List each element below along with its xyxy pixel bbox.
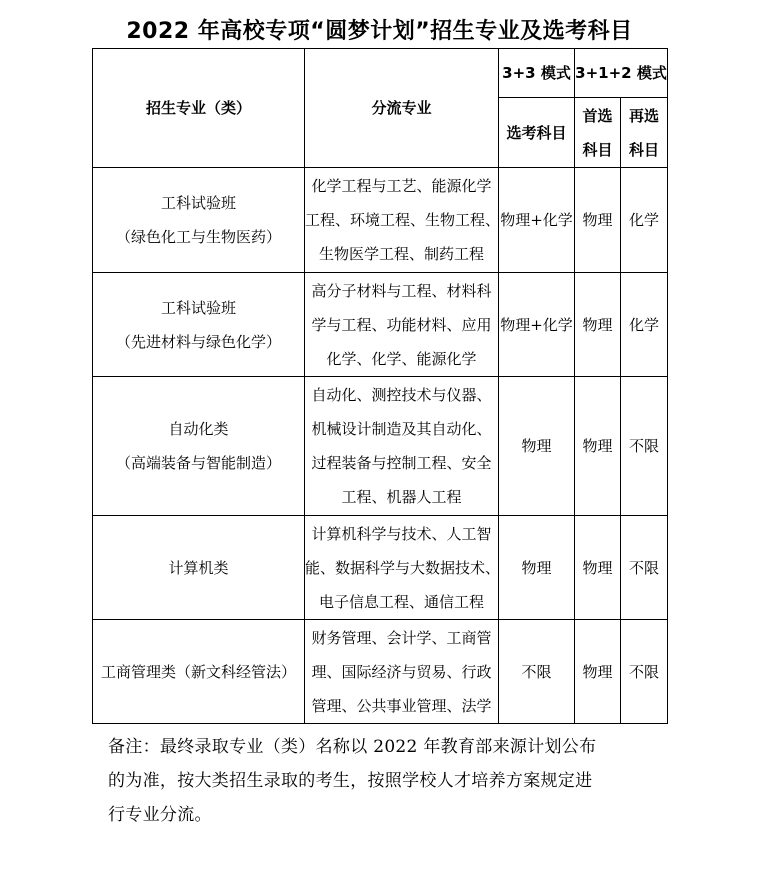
major-subtitle: （高端装备与智能制造） [115,454,281,472]
first-subject-cell: 物理 [575,377,621,516]
split-cell [305,516,499,620]
split-line: 工程、机器人工程 [341,488,462,506]
split-cell [305,377,499,516]
table-row [93,620,668,724]
major-subtitle: （先进材料与绿色化学） [115,332,281,351]
major-cell [93,377,305,516]
subjects-33-cell: 不限 [499,620,575,724]
header-mode-312: 3+1+2 模式 [575,49,668,98]
major-name: 自动化类 [168,420,229,438]
major-cell [93,516,305,620]
footnote-line: 行专业分流。 [108,805,212,825]
split-line: 高分子材料与工程、材料科 [311,281,492,300]
split-cell [305,273,499,377]
header-row-1 [93,49,668,98]
major-name: 工商管理类（新文科经管法） [100,662,296,681]
major-name: 计算机类 [168,558,229,577]
table-row [93,273,668,377]
footnote-line: 备注：最终录取专业（类）名称以 2022 年教育部来源计划公布 [108,737,597,757]
major-name: 工科试验班 [160,194,236,212]
page-title: 2022 年高校专项“圆梦计划”招生专业及选考科目 [126,19,633,44]
split-line: 机械设计制造及其自动化、 [311,420,492,438]
header-mode-33: 3+3 模式 [499,49,575,98]
header-second-line1: 再选 [629,106,660,125]
table-row [93,516,668,620]
split-line: 自动化、测控技术与仪器、 [311,386,492,404]
split-line: 财务管理、会计学、工商管 [311,628,492,647]
footnote [108,730,668,832]
split-cell [305,620,499,724]
split-line: 能、数据科学与大数据技术、 [305,558,501,577]
header-first-subject [575,98,621,168]
second-subject-cell: 化学 [621,168,668,273]
header-second-subject [621,98,668,168]
subjects-33-cell: 物理 [499,377,575,516]
split-line: 理、国际经济与贸易、行政 [311,662,492,681]
split-line: 化学、化学、能源化学 [326,349,477,368]
subjects-33-cell: 物理 [499,516,575,620]
header-first-line1: 首选 [582,106,613,125]
header-first-line2: 科目 [582,140,613,159]
split-cell [305,168,499,273]
split-line: 生物医学工程、制药工程 [318,245,484,263]
first-subject-cell: 物理 [575,620,621,724]
major-cell [93,620,305,724]
first-subject-cell: 物理 [575,168,621,273]
major-cell [93,273,305,377]
table-row [93,168,668,273]
split-line: 化学工程与工艺、能源化学 [311,177,492,195]
header-second-line2: 科目 [629,140,660,159]
second-subject-cell: 不限 [621,377,668,516]
subjects-33-cell: 物理+化学 [499,273,575,377]
header-subjects: 选考科目 [499,98,575,168]
footnote-line: 的为准，按大类招生录取的考生，按照学校人才培养方案规定进 [108,771,593,791]
second-subject-cell: 不限 [621,516,668,620]
first-subject-cell: 物理 [575,516,621,620]
major-name: 工科试验班 [160,298,236,317]
admission-table [92,48,668,724]
split-line: 电子信息工程、通信工程 [318,592,484,611]
split-line: 学与工程、功能材料、应用 [311,315,492,334]
split-line: 过程装备与控制工程、安全 [311,454,492,472]
first-subject-cell: 物理 [575,273,621,377]
second-subject-cell: 不限 [621,620,668,724]
header-split: 分流专业 [305,49,499,168]
major-subtitle: （绿色化工与生物医药） [115,228,281,246]
header-major: 招生专业（类） [93,49,305,168]
major-cell [93,168,305,273]
split-line: 计算机科学与技术、人工智 [311,524,492,543]
table-row [93,377,668,516]
split-line: 管理、公共事业管理、法学 [311,696,492,715]
split-line: 工程、环境工程、生物工程、 [305,211,501,229]
second-subject-cell: 化学 [621,273,668,377]
subjects-33-cell: 物理+化学 [499,168,575,273]
